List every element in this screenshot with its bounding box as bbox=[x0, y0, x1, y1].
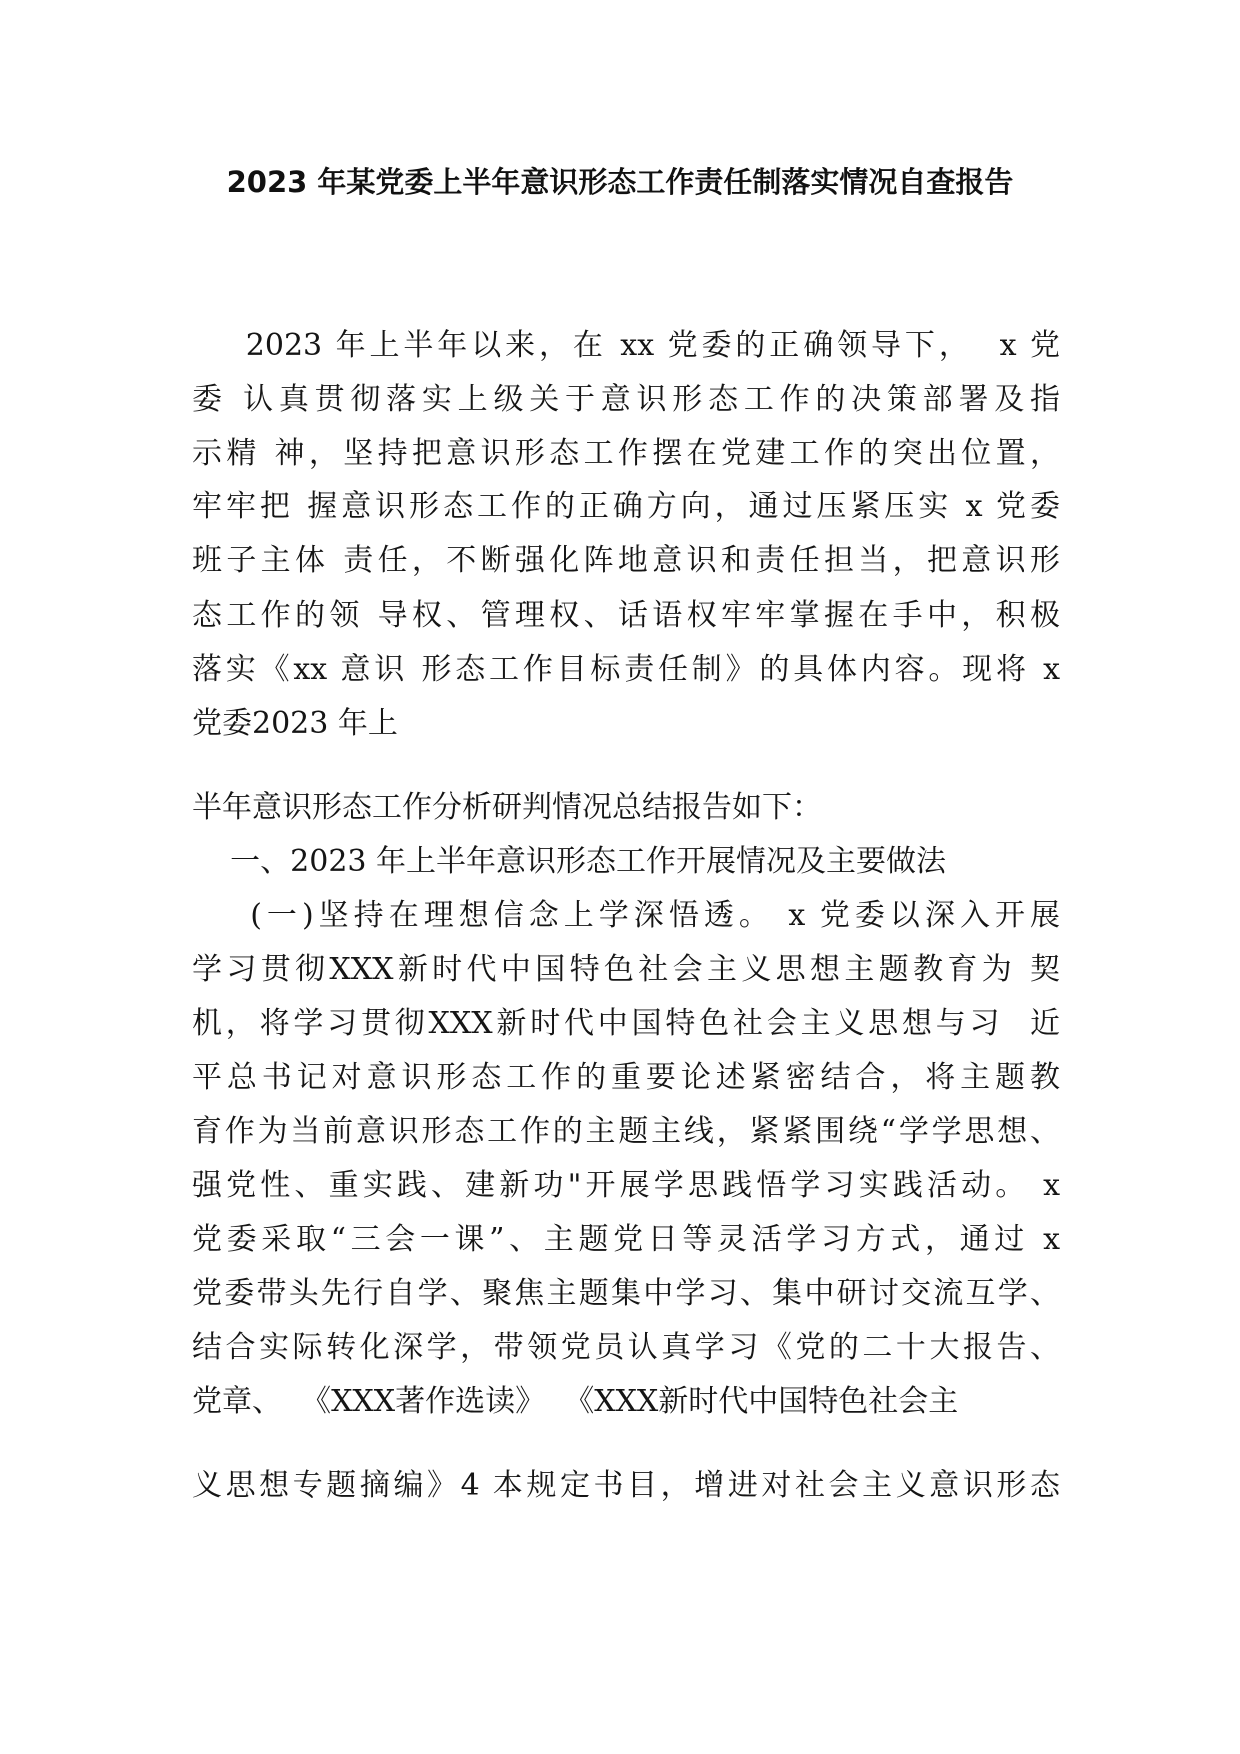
body-line: 机，将学习贯彻XXX新时代中国特色社会主义思想与习 近 bbox=[192, 1006, 1060, 1041]
body-line: (一)坚持在理想信念上学深悟透。 x 党委以深入开展 bbox=[192, 898, 1060, 933]
body-line: 态工作的领 导权、管理权、话语权牢牢掌握在手中，积极 bbox=[192, 598, 1060, 633]
body-line: 半年意识形态工作分析研判情况总结报告如下： bbox=[192, 790, 822, 825]
body-line: 党委带头先行自学、聚焦主题集中学习、集中研讨交流互学、 bbox=[192, 1276, 1060, 1311]
document-title: 2023 年某党委上半年意识形态工作责任制落实情况自查报告 bbox=[226, 165, 1014, 199]
body-line: 示精 神，坚持把意识形态工作摆在党建工作的突出位置， bbox=[192, 436, 1060, 471]
body-line: 落实《xx 意识 形态工作目标责任制》的具体内容。现将 x bbox=[192, 652, 1060, 687]
body-line: 平总书记对意识形态工作的重要论述紧密结合，将主题教 bbox=[192, 1060, 1060, 1095]
body-line: 强党性、重实践、建新功"开展学思践悟学习实践活动。 x bbox=[192, 1168, 1060, 1203]
body-line: 党委2023 年上 bbox=[192, 706, 398, 741]
body-line: 班子主体 责任，不断强化阵地意识和责任担当，把意识形 bbox=[192, 543, 1060, 578]
body-line: 学习贯彻XXX新时代中国特色社会主义思想主题教育为 契 bbox=[192, 952, 1060, 987]
body-line: 牢牢把 握意识形态工作的正确方向，通过压紧压实 x 党委 bbox=[192, 489, 1060, 524]
body-line: 2023 年上半年以来，在 xx 党委的正确领导下， x 党 bbox=[192, 328, 1060, 363]
body-line: 结合实际转化深学，带领党员认真学习《党的二十大报告、 bbox=[192, 1330, 1060, 1365]
body-line: 委 认真贯彻落实上级关于意识形态工作的决策部署及指 bbox=[192, 382, 1060, 417]
body-line: 党章、 《XXX著作选读》 《XXX新时代中国特色社会主 bbox=[192, 1384, 959, 1419]
body-line: 党委采取“三会一课”、主题党日等灵活学习方式，通过 x bbox=[192, 1222, 1060, 1257]
body-line: 育作为当前意识形态工作的主题主线，紧紧围绕“学学思想、 bbox=[192, 1114, 1060, 1149]
section-heading: 一、2023 年上半年意识形态工作开展情况及主要做法 bbox=[192, 844, 947, 879]
body-line: 义思想专题摘编》4 本规定书目，增进对社会主义意识形态 bbox=[192, 1468, 1060, 1503]
